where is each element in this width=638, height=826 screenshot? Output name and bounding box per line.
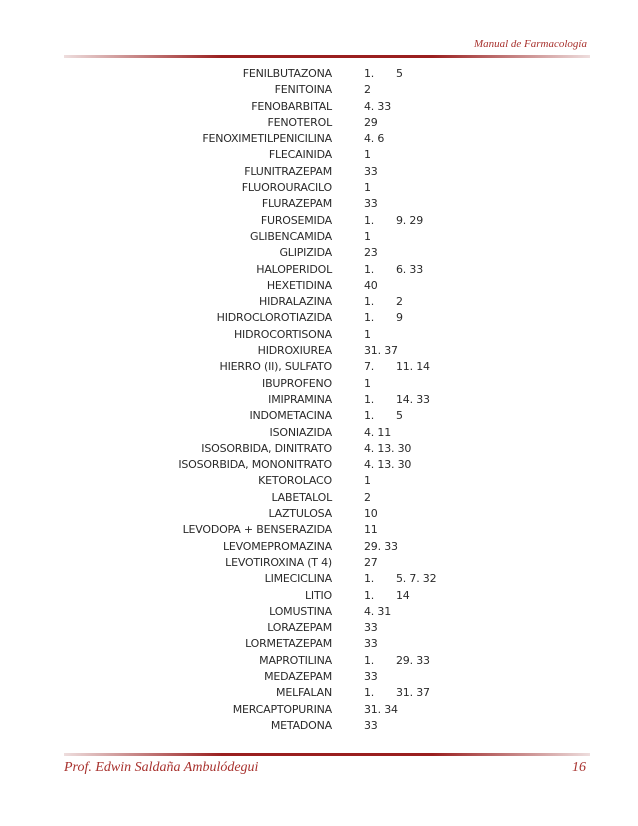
- table-row: [0, 131, 638, 147]
- ref-col-1: 1.: [364, 213, 375, 227]
- table-row: [0, 278, 638, 294]
- ref-col-2: 2: [396, 295, 403, 309]
- table-row: [0, 457, 638, 473]
- ref-col-1: 40: [364, 278, 378, 292]
- table-row: [0, 473, 638, 489]
- drug-name: FLUNITRAZEPAM: [244, 164, 332, 178]
- ref-col-2: 9: [396, 311, 403, 325]
- drug-name: FENITOINA: [274, 83, 332, 97]
- table-row: [0, 408, 638, 424]
- drug-name: MERCAPTOPURINA: [232, 702, 332, 716]
- drug-name: HIDROXIUREA: [257, 344, 332, 358]
- ref-col-1: 4. 11: [364, 425, 391, 439]
- ref-col-1: 27: [364, 555, 378, 569]
- ref-col-2: 11. 14: [396, 360, 430, 374]
- ref-col-1: 4. 13. 30: [364, 441, 412, 455]
- ref-col-1: 1.: [364, 67, 375, 80]
- ref-col-1: 1.: [364, 409, 375, 423]
- ref-col-1: 1.: [364, 572, 375, 586]
- ref-col-1: 31. 37: [364, 344, 398, 358]
- ref-col-2: 31. 37: [396, 686, 430, 700]
- ref-col-1: 1.: [364, 686, 375, 700]
- table-row: [0, 82, 638, 98]
- table-row: [0, 376, 638, 392]
- ref-col-1: 10: [364, 507, 378, 521]
- drug-name: LEVOTIROXINA (T 4): [225, 555, 332, 569]
- drug-name: LOMUSTINA: [269, 604, 332, 618]
- ref-col-1: 31. 34: [364, 702, 398, 716]
- ref-col-1: 2: [364, 490, 371, 504]
- ref-col-1: 1: [364, 181, 371, 195]
- ref-col-1: 33: [364, 718, 378, 732]
- table-row: [0, 588, 638, 604]
- drug-name: GLIBENCAMIDA: [250, 229, 332, 243]
- table-row: [0, 327, 638, 343]
- drug-name: HIDROCLOROTIAZIDA: [216, 311, 332, 325]
- drug-name: LAZTULOSA: [268, 507, 332, 521]
- drug-name: HEXETIDINA: [266, 278, 332, 292]
- drug-name: LORMETAZEPAM: [245, 637, 332, 651]
- table-row: [0, 99, 638, 115]
- header-title: Manual de Farmacología: [473, 38, 587, 50]
- ref-col-2: 9. 29: [396, 213, 423, 227]
- drug-name: LITIO: [305, 588, 332, 602]
- table-row: [0, 555, 638, 571]
- table-row: [0, 213, 638, 229]
- table-row: [0, 343, 638, 359]
- table-row: [0, 604, 638, 620]
- ref-col-1: 1.: [364, 311, 375, 325]
- drug-name: MELFALAN: [276, 686, 332, 700]
- drug-name: LEVODOPA + BENSERAZIDA: [182, 523, 332, 537]
- table-row: [0, 506, 638, 522]
- drug-name: FLECAINIDA: [268, 148, 332, 162]
- ref-col-2: 14: [396, 588, 410, 602]
- table-row: [0, 685, 638, 701]
- ref-col-2: 14. 33: [396, 392, 430, 406]
- table-row: [0, 669, 638, 685]
- drug-name: FLURAZEPAM: [261, 197, 332, 211]
- drug-name: LIMECICLINA: [264, 572, 332, 586]
- ref-col-1: 33: [364, 669, 378, 683]
- table-row: [0, 522, 638, 538]
- drug-name: ISONIAZIDA: [269, 425, 332, 439]
- ref-col-1: 33: [364, 637, 378, 651]
- drug-name: HIDROCORTISONA: [233, 327, 332, 341]
- ref-col-1: 1: [364, 148, 371, 162]
- table-row: [0, 294, 638, 310]
- table-row: [0, 310, 638, 326]
- drug-name: FENOTEROL: [267, 115, 332, 129]
- footer-author: Prof. Edwin Saldaña Ambulódegui: [64, 760, 259, 775]
- table-row: [0, 180, 638, 196]
- ref-col-1: 4. 31: [364, 604, 391, 618]
- table-row: [0, 392, 638, 408]
- table-row: [0, 245, 638, 261]
- drug-name: ISOSORBIDA, MONONITRATO: [178, 458, 332, 472]
- ref-col-1: 1.: [364, 392, 375, 406]
- drug-name: MEDAZEPAM: [264, 669, 332, 683]
- table-row: [0, 620, 638, 636]
- table-row: [0, 262, 638, 278]
- ref-col-1: 29. 33: [364, 539, 398, 553]
- drug-name: MAPROTILINA: [259, 653, 332, 667]
- drug-name: GLIPIZIDA: [279, 246, 332, 260]
- drug-name: LABETALOL: [271, 490, 332, 504]
- ref-col-1: 1.: [364, 653, 375, 667]
- ref-col-2: 5: [396, 67, 403, 80]
- drug-name: ISOSORBIDA, DINITRATO: [201, 441, 332, 455]
- table-row: [0, 702, 638, 718]
- drug-name: LEVOMEPROMAZINA: [223, 539, 332, 553]
- table-row: [0, 539, 638, 555]
- table-row: [0, 490, 638, 506]
- drug-name: FUROSEMIDA: [260, 213, 332, 227]
- header-rule: [64, 55, 590, 58]
- ref-col-2: 6. 33: [396, 262, 423, 276]
- ref-col-1: 33: [364, 621, 378, 635]
- drug-name: HIERRO (II), SULFATO: [219, 360, 332, 374]
- drug-name: IBUPROFENO: [262, 376, 332, 390]
- ref-col-2: 29. 33: [396, 653, 430, 667]
- drug-name: INDOMETACINA: [249, 409, 332, 423]
- table-row: [0, 115, 638, 131]
- ref-col-1: 1: [364, 327, 371, 341]
- drug-name: FLUOROURACILO: [241, 181, 332, 195]
- table-row: [0, 196, 638, 212]
- table-row: [0, 147, 638, 163]
- ref-col-1: 33: [364, 164, 378, 178]
- table-row: [0, 653, 638, 669]
- table-row: [0, 66, 638, 82]
- ref-col-1: 4. 33: [364, 99, 391, 113]
- ref-col-1: 7.: [364, 360, 375, 374]
- drug-name: HIDRALAZINA: [259, 295, 332, 309]
- page-number: 16: [572, 760, 586, 775]
- ref-col-1: 11: [364, 523, 378, 537]
- drug-name: FENILBUTAZONA: [242, 67, 332, 80]
- ref-col-1: 1: [364, 229, 371, 243]
- table-row: [0, 571, 638, 587]
- ref-col-1: 1: [364, 376, 371, 390]
- table-row: [0, 229, 638, 245]
- ref-col-1: 4. 13. 30: [364, 458, 412, 472]
- drug-name: FENOXIMETILPENICILINA: [202, 132, 332, 146]
- table-row: [0, 425, 638, 441]
- ref-col-1: 23: [364, 246, 378, 260]
- table-row: [0, 164, 638, 180]
- ref-col-1: 29: [364, 115, 378, 129]
- drug-name: LORAZEPAM: [267, 621, 332, 635]
- drug-name: METADONA: [270, 718, 332, 732]
- drug-name: HALOPERIDOL: [256, 262, 332, 276]
- ref-col-1: 1.: [364, 262, 375, 276]
- ref-col-1: 1: [364, 474, 371, 488]
- ref-col-1: 33: [364, 197, 378, 211]
- ref-col-1: 4. 6: [364, 132, 385, 146]
- ref-col-1: 2: [364, 83, 371, 97]
- table-row: [0, 441, 638, 457]
- drug-index-table: [0, 66, 638, 734]
- drug-name: IMIPRAMINA: [268, 392, 332, 406]
- ref-col-2: 5. 7. 32: [396, 572, 437, 586]
- ref-col-1: 1.: [364, 295, 375, 309]
- drug-name: FENOBARBITAL: [251, 99, 332, 113]
- table-row: [0, 359, 638, 375]
- table-row: [0, 636, 638, 652]
- drug-name: KETOROLACO: [258, 474, 332, 488]
- table-row: [0, 718, 638, 734]
- ref-col-1: 1.: [364, 588, 375, 602]
- ref-col-2: 5: [396, 409, 403, 423]
- footer-rule: [64, 753, 590, 756]
